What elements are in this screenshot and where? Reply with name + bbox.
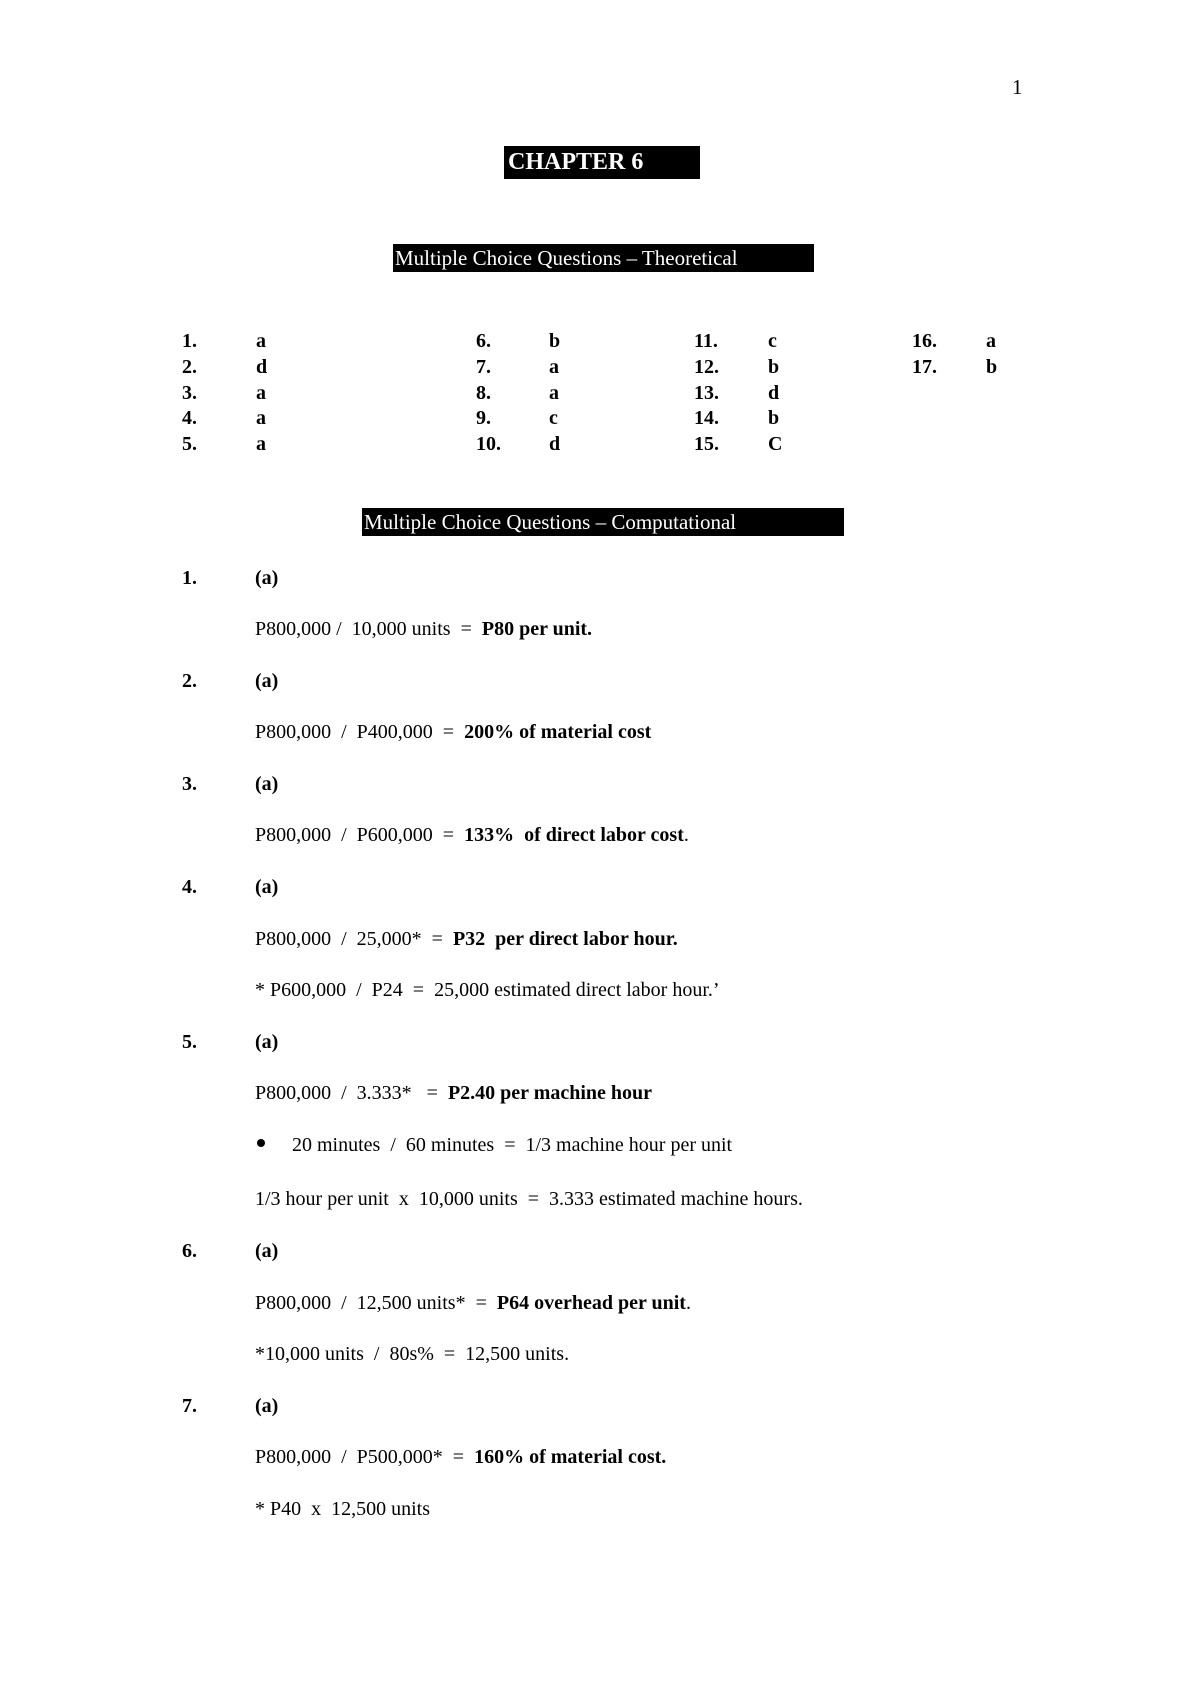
- solution-bullet-line: 20 minutes / 60 minutes = 1/3 machine hour per unit: [292, 1134, 733, 1156]
- solution-line: P800,000 / 12,500 units* = P64 overhead per unit.: [255, 1292, 691, 1314]
- answer-letter: a: [256, 407, 266, 429]
- answer-letter: b: [768, 407, 780, 429]
- answer-letter: b: [768, 356, 780, 378]
- answer-number: 5.: [182, 433, 197, 455]
- answer-number: 4.: [182, 407, 197, 429]
- chapter-title: CHAPTER 6: [504, 146, 700, 179]
- solution-footnote: 1/3 hour per unit x 10,000 units = 3.333 estimated machine hours.: [255, 1188, 803, 1210]
- answer-letter: a: [256, 433, 266, 455]
- solution-line: P800,000 / 25,000* = P32 per direct labor hour.: [255, 928, 678, 950]
- solution-footnote: *10,000 units / 80s% = 12,500 units.: [255, 1343, 570, 1365]
- solution-footnote: * P40 x 12,500 units: [255, 1498, 431, 1520]
- section-title-computational: Multiple Choice Questions – Computational: [362, 508, 844, 536]
- page-number: 1: [1012, 75, 1023, 99]
- answer-letter: c: [549, 407, 558, 429]
- solution-line: P800,000 / 3.333* = P2.40 per machine hour: [255, 1082, 653, 1104]
- solution-line: P800,000 / 10,000 units = P80 per unit.: [255, 618, 593, 640]
- solution-line: P800,000 / P600,000 = 133% of direct labor cost.: [255, 824, 689, 846]
- answer-number: 9.: [476, 407, 491, 429]
- question-number: 4.: [182, 876, 197, 898]
- answer-number: 13.: [694, 382, 719, 404]
- answer-letter: d: [768, 382, 780, 404]
- question-answer: (a): [255, 670, 279, 692]
- answer-letter: a: [986, 330, 996, 352]
- answer-letter: c: [768, 330, 777, 352]
- answer-number: 16.: [912, 330, 937, 352]
- answer-number: 12.: [694, 356, 719, 378]
- section-title-theoretical: Multiple Choice Questions – Theoretical: [393, 244, 814, 272]
- question-number: 3.: [182, 773, 197, 795]
- answer-letter: b: [549, 330, 561, 352]
- answer-letter: a: [256, 382, 266, 404]
- answer-number: 3.: [182, 382, 197, 404]
- answer-letter: d: [549, 433, 561, 455]
- answer-letter: C: [768, 433, 783, 455]
- answer-number: 8.: [476, 382, 491, 404]
- question-number: 7.: [182, 1395, 197, 1417]
- answer-letter: a: [256, 330, 266, 352]
- question-answer: (a): [255, 1240, 279, 1262]
- question-number: 5.: [182, 1031, 197, 1053]
- answer-letter: d: [256, 356, 268, 378]
- question-answer: (a): [255, 1395, 279, 1417]
- question-answer: (a): [255, 773, 279, 795]
- answer-number: 10.: [476, 433, 501, 455]
- answer-number: 14.: [694, 407, 719, 429]
- question-number: 2.: [182, 670, 197, 692]
- solution-footnote: * P600,000 / P24 = 25,000 estimated direct labor hour.’: [255, 979, 720, 1001]
- solution-line: P800,000 / P400,000 = 200% of material cost: [255, 721, 652, 743]
- answer-letter: b: [986, 356, 998, 378]
- question-answer: (a): [255, 1031, 279, 1053]
- question-number: 6.: [182, 1240, 197, 1262]
- question-answer: (a): [255, 567, 279, 589]
- answer-number: 11.: [694, 330, 718, 352]
- question-number: 1.: [182, 567, 197, 589]
- answer-letter: a: [549, 382, 559, 404]
- answer-number: 15.: [694, 433, 719, 455]
- answer-number: 1.: [182, 330, 197, 352]
- answer-number: 17.: [912, 356, 937, 378]
- bullet-icon: [257, 1139, 265, 1147]
- answer-number: 6.: [476, 330, 491, 352]
- question-answer: (a): [255, 876, 279, 898]
- answer-number: 7.: [476, 356, 491, 378]
- solution-line: P800,000 / P500,000* = 160% of material cost.: [255, 1446, 667, 1468]
- answer-letter: a: [549, 356, 559, 378]
- answer-number: 2.: [182, 356, 197, 378]
